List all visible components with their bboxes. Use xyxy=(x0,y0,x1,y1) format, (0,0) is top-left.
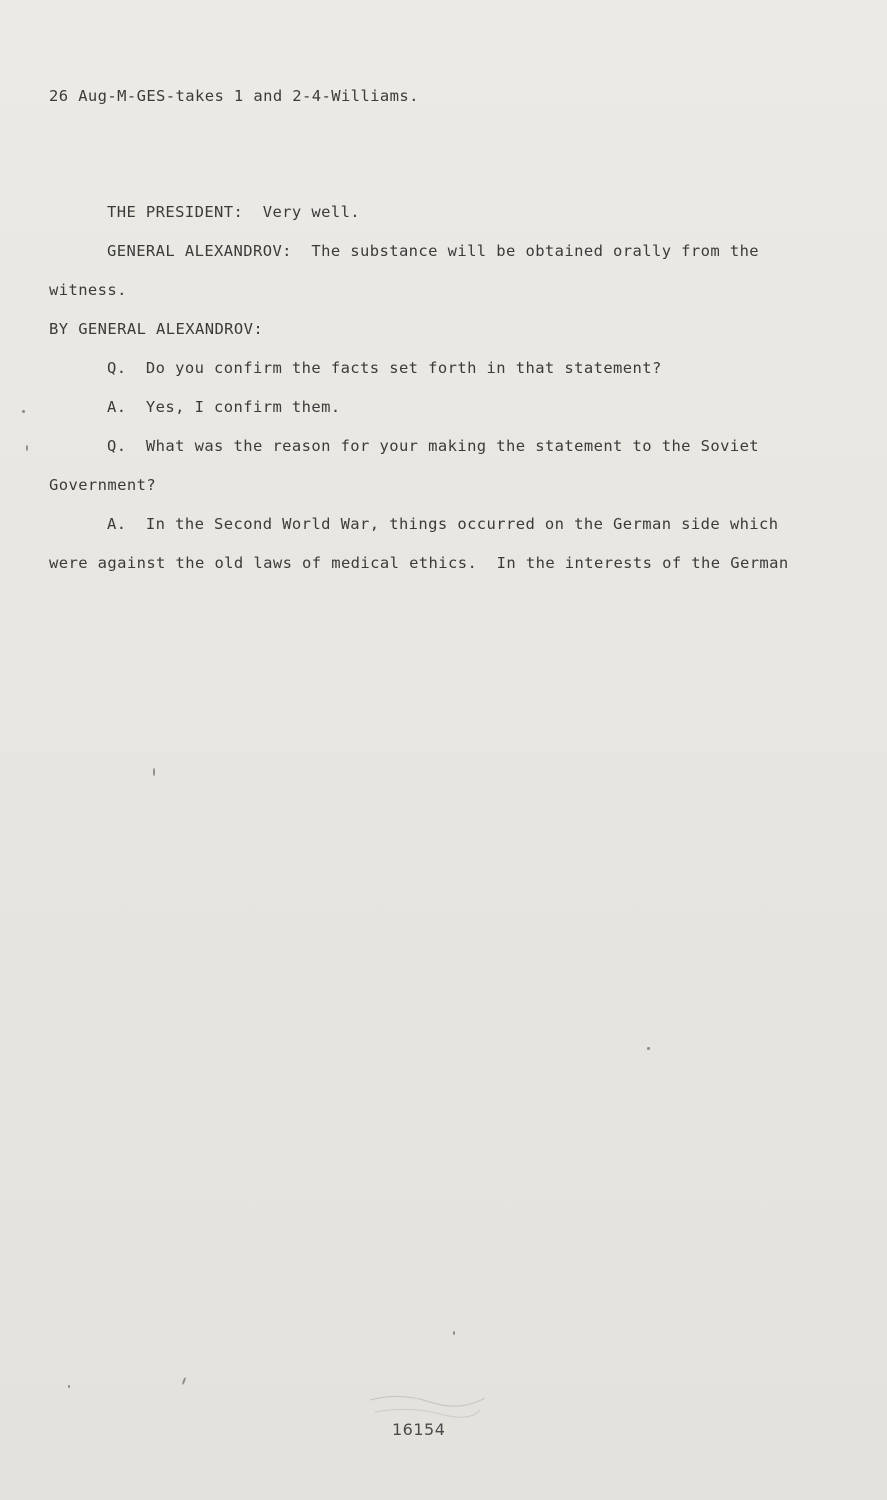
paper-speck xyxy=(182,1377,187,1385)
paper-speck xyxy=(68,1385,70,1388)
paper-speck xyxy=(453,1331,455,1335)
transcript-line: A. Yes, I confirm them. xyxy=(107,398,341,416)
page-number: 16154 xyxy=(392,1420,446,1439)
transcript-line: GENERAL ALEXANDROV: The substance will be obtained orally from the xyxy=(107,242,760,260)
transcript-line: BY GENERAL ALEXANDROV: xyxy=(49,320,264,338)
transcript-line: witness. xyxy=(49,281,127,299)
paper-speck xyxy=(153,768,155,776)
transcript-line: THE PRESIDENT: Very well. xyxy=(107,203,361,221)
transcript-line: Q. Do you confirm the facts set forth in that statement? xyxy=(107,359,662,377)
document-header: 26 Aug-M-GES-takes 1 and 2-4-Williams. xyxy=(49,87,419,105)
transcript-line: Q. What was the reason for your making the statement to the Soviet xyxy=(107,437,760,455)
transcript-line: A. In the Second World War, things occurred on the German side which xyxy=(107,515,779,533)
paper-speck xyxy=(26,445,28,451)
transcript-line: Government? xyxy=(49,476,157,494)
paper-speck xyxy=(647,1047,650,1050)
transcript-line: were against the old laws of medical ethics. In the interests of the German xyxy=(49,554,789,572)
paper-speck xyxy=(22,410,25,413)
